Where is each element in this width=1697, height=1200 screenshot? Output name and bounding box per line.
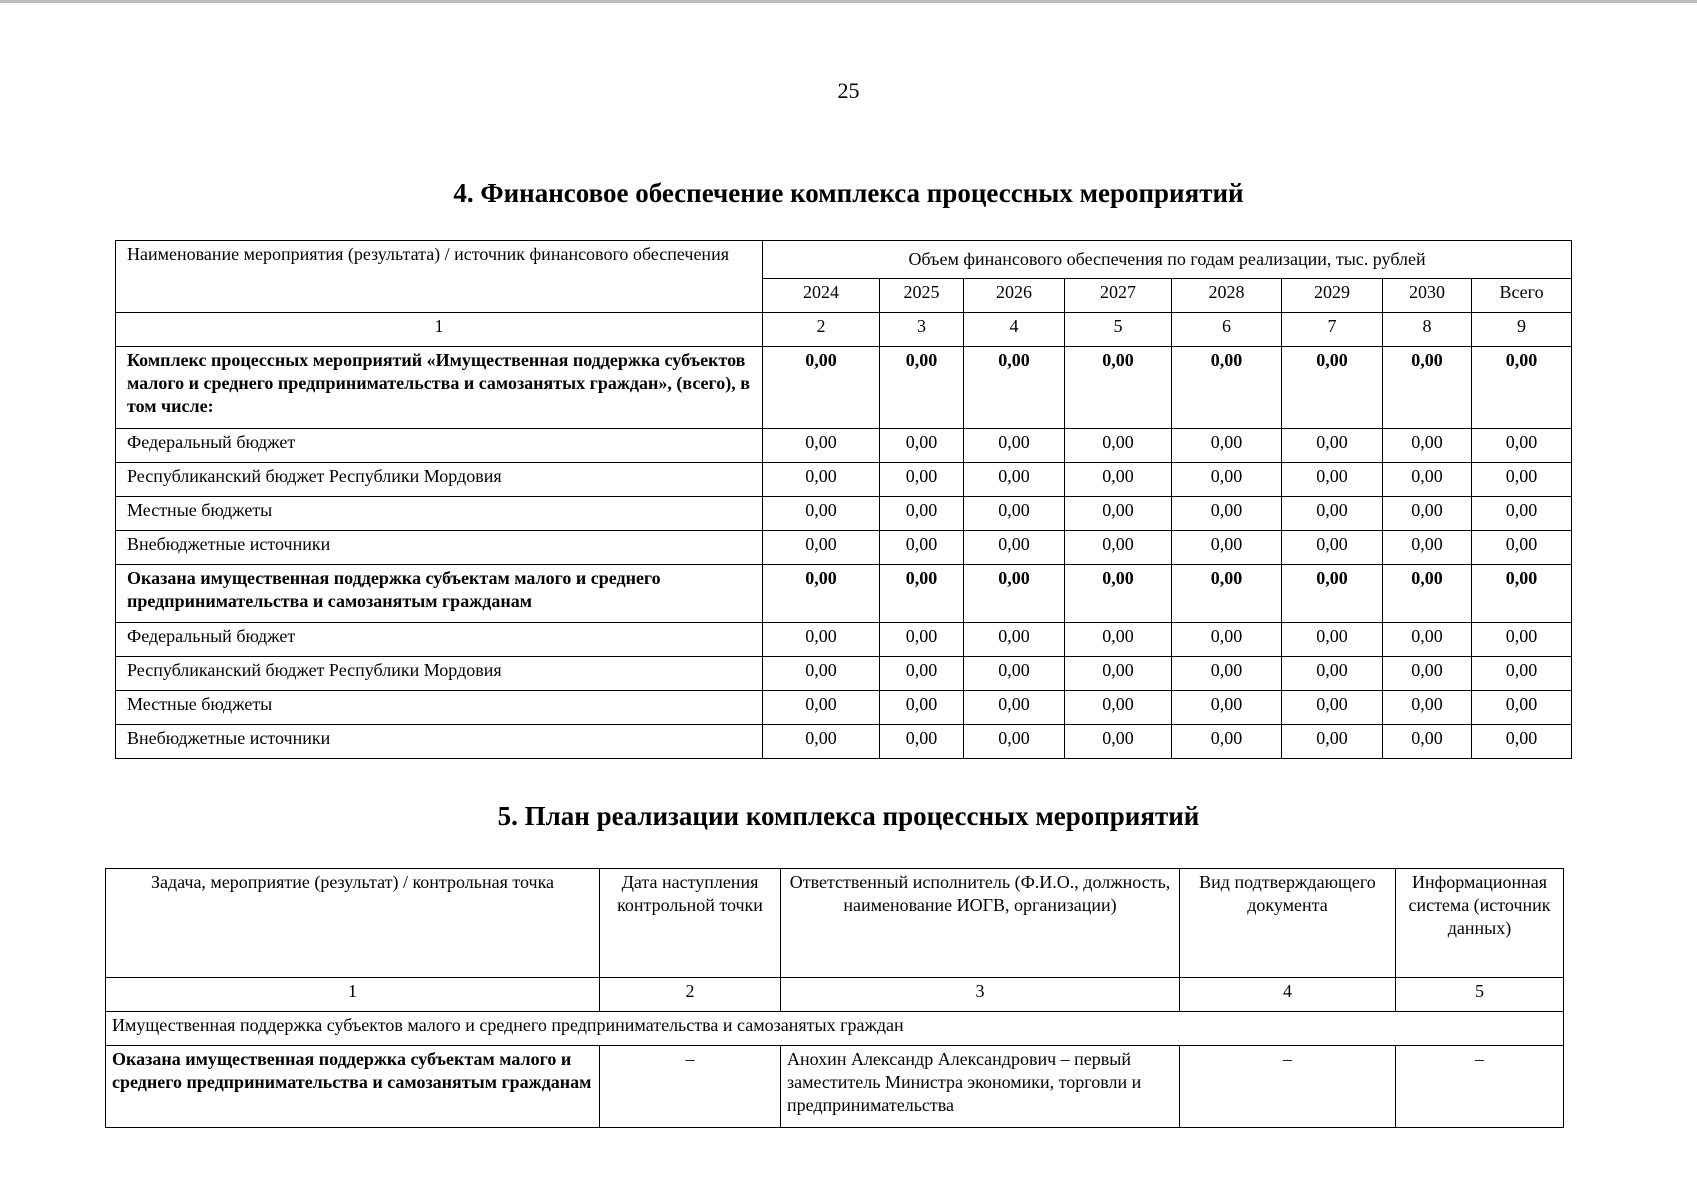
value-cell: 0,00 — [763, 657, 880, 691]
value-cell: 0,00 — [763, 725, 880, 759]
value-cell: 0,00 — [1282, 531, 1383, 565]
section4-title: 4. Финансовое обеспечение комплекса процессных мероприятий — [453, 178, 1244, 208]
row-name-cell: Внебюджетные источники — [116, 725, 763, 759]
value-cell: 0,00 — [1172, 691, 1282, 725]
row-name-cell: Федеральный бюджет — [116, 429, 763, 463]
table-row — [116, 463, 1572, 497]
value-cell: 0,00 — [763, 531, 880, 565]
value-cell: 0,00 — [1065, 497, 1172, 531]
value-cell: 0,00 — [1282, 691, 1383, 725]
table-row — [116, 623, 1572, 657]
value-cell: 0,00 — [1383, 657, 1472, 691]
value-cell: 0,00 — [880, 347, 964, 429]
plan-column-number-cell: 2 — [600, 978, 781, 1012]
result-date-cell: – — [600, 1046, 781, 1128]
table-row — [116, 691, 1572, 725]
value-cell: 0,00 — [1472, 565, 1572, 623]
value-cell: 0,00 — [1472, 531, 1572, 565]
value-cell: 0,00 — [1282, 725, 1383, 759]
value-cell: 0,00 — [880, 691, 964, 725]
value-cell: 0,00 — [880, 623, 964, 657]
value-cell: 0,00 — [1472, 725, 1572, 759]
value-cell: 0,00 — [1282, 429, 1383, 463]
value-cell: 0,00 — [964, 463, 1065, 497]
row-name-cell: Федеральный бюджет — [116, 623, 763, 657]
value-cell: 0,00 — [1383, 497, 1472, 531]
financing-table — [115, 240, 1572, 759]
value-cell: 0,00 — [1472, 623, 1572, 657]
row-name-cell: Комплекс процессных мероприятий «Имущественная поддержка субъектов малого и среднего предпринимательства и самозанятых граждан», (всего), в том числе: — [116, 347, 763, 429]
value-cell: 0,00 — [1172, 657, 1282, 691]
column-number-cell: 5 — [1065, 313, 1172, 347]
plan-header-cell: Ответственный исполнитель (Ф.И.О., должность, наименование ИОГВ, организации) — [781, 869, 1180, 978]
plan-header-cell: Информационная система (источник данных) — [1396, 869, 1564, 978]
header-volume-column: Объем финансового обеспечения по годам реализации, тыс. рублей — [763, 241, 1572, 279]
value-cell: 0,00 — [880, 463, 964, 497]
value-cell: 0,00 — [1065, 657, 1172, 691]
value-cell: 0,00 — [1472, 497, 1572, 531]
value-cell: 0,00 — [1172, 463, 1282, 497]
plan-header-cell: Задача, мероприятие (результат) / контрольная точка — [106, 869, 600, 978]
row-name-cell: Оказана имущественная поддержка субъектам малого и среднего предпринимательства и самозанятым гражданам — [116, 565, 763, 623]
header-year-cell: 2029 — [1282, 279, 1383, 313]
section5-title: 5. План реализации комплекса процессных мероприятий — [497, 801, 1200, 831]
value-cell: 0,00 — [1065, 691, 1172, 725]
column-number-cell: 2 — [763, 313, 880, 347]
result-document-cell: – — [1180, 1046, 1396, 1128]
value-cell: 0,00 — [1065, 347, 1172, 429]
row-name-cell: Республиканский бюджет Республики Мордовия — [116, 463, 763, 497]
header-name-column: Наименование мероприятия (результата) / источник финансового обеспечения — [116, 241, 763, 313]
value-cell: 0,00 — [1383, 347, 1472, 429]
value-cell: 0,00 — [1065, 429, 1172, 463]
value-cell: 0,00 — [1282, 497, 1383, 531]
value-cell: 0,00 — [1472, 691, 1572, 725]
row-name-cell: Республиканский бюджет Республики Мордовия — [116, 657, 763, 691]
value-cell: 0,00 — [1172, 623, 1282, 657]
value-cell: 0,00 — [763, 347, 880, 429]
value-cell: 0,00 — [1383, 691, 1472, 725]
value-cell: 0,00 — [964, 497, 1065, 531]
plan-header-cell: Дата наступления контрольной точки — [600, 869, 781, 978]
column-number-cell: 8 — [1383, 313, 1472, 347]
value-cell: 0,00 — [964, 429, 1065, 463]
result-executor-cell: Анохин Александр Александрович – первый заместитель Министра экономики, торговли и предпринимательства — [781, 1046, 1180, 1128]
value-cell: 0,00 — [964, 565, 1065, 623]
value-cell: 0,00 — [964, 347, 1065, 429]
column-number-cell: 1 — [116, 313, 763, 347]
value-cell: 0,00 — [880, 531, 964, 565]
row-name-cell: Местные бюджеты — [116, 691, 763, 725]
value-cell: 0,00 — [1172, 497, 1282, 531]
table-row — [116, 565, 1572, 623]
value-cell: 0,00 — [763, 463, 880, 497]
header-year-cell: 2025 — [880, 279, 964, 313]
column-number-cell: 7 — [1282, 313, 1383, 347]
value-cell: 0,00 — [763, 429, 880, 463]
value-cell: 0,00 — [1282, 623, 1383, 657]
value-cell: 0,00 — [1383, 623, 1472, 657]
value-cell: 0,00 — [880, 657, 964, 691]
table-row — [116, 657, 1572, 691]
header-year-cell: 2028 — [1172, 279, 1282, 313]
value-cell: 0,00 — [880, 497, 964, 531]
plan-column-number-cell: 5 — [1396, 978, 1564, 1012]
value-cell: 0,00 — [880, 429, 964, 463]
value-cell: 0,00 — [1282, 463, 1383, 497]
plan-header-cell: Вид подтверждающего документа — [1180, 869, 1396, 978]
plan-table — [105, 868, 1564, 1128]
value-cell: 0,00 — [880, 565, 964, 623]
value-cell: 0,00 — [1472, 347, 1572, 429]
value-cell: 0,00 — [1383, 429, 1472, 463]
result-system-cell: – — [1396, 1046, 1564, 1128]
row-name-cell: Внебюджетные источники — [116, 531, 763, 565]
page-number: 25 — [837, 78, 860, 103]
value-cell: 0,00 — [763, 623, 880, 657]
plan-column-number-cell: 1 — [106, 978, 600, 1012]
row-name-cell: Местные бюджеты — [116, 497, 763, 531]
header-year-cell: 2026 — [964, 279, 1065, 313]
value-cell: 0,00 — [1065, 565, 1172, 623]
value-cell: 0,00 — [964, 691, 1065, 725]
plan-column-number-cell: 3 — [781, 978, 1180, 1012]
column-number-cell: 6 — [1172, 313, 1282, 347]
value-cell: 0,00 — [1172, 531, 1282, 565]
value-cell: 0,00 — [1282, 657, 1383, 691]
column-number-cell: 3 — [880, 313, 964, 347]
table-row — [116, 429, 1572, 463]
value-cell: 0,00 — [1172, 725, 1282, 759]
header-year-cell: 2030 — [1383, 279, 1472, 313]
value-cell: 0,00 — [763, 497, 880, 531]
header-year-cell: 2027 — [1065, 279, 1172, 313]
column-number-cell: 9 — [1472, 313, 1572, 347]
value-cell: 0,00 — [1472, 429, 1572, 463]
scan-edge-line — [0, 0, 1697, 3]
value-cell: 0,00 — [1172, 429, 1282, 463]
value-cell: 0,00 — [1065, 725, 1172, 759]
value-cell: 0,00 — [1065, 623, 1172, 657]
value-cell: 0,00 — [880, 725, 964, 759]
value-cell: 0,00 — [1065, 531, 1172, 565]
value-cell: 0,00 — [1383, 531, 1472, 565]
value-cell: 0,00 — [1172, 565, 1282, 623]
value-cell: 0,00 — [1472, 463, 1572, 497]
value-cell: 0,00 — [763, 691, 880, 725]
header-year-cell: 2024 — [763, 279, 880, 313]
value-cell: 0,00 — [964, 531, 1065, 565]
value-cell: 0,00 — [1282, 565, 1383, 623]
table-row — [116, 531, 1572, 565]
value-cell: 0,00 — [1383, 725, 1472, 759]
value-cell: 0,00 — [1282, 347, 1383, 429]
task-row: Имущественная поддержка субъектов малого и среднего предпринимательства и самозанятых граждан — [106, 1012, 1564, 1046]
value-cell: 0,00 — [763, 565, 880, 623]
value-cell: 0,00 — [1172, 347, 1282, 429]
value-cell: 0,00 — [1065, 463, 1172, 497]
plan-column-number-cell: 4 — [1180, 978, 1396, 1012]
table-row — [116, 347, 1572, 429]
result-name-cell: Оказана имущественная поддержка субъектам малого и среднего предпринимательства и самозанятым гражданам — [106, 1046, 600, 1128]
value-cell: 0,00 — [1383, 565, 1472, 623]
value-cell: 0,00 — [1472, 657, 1572, 691]
value-cell: 0,00 — [964, 725, 1065, 759]
value-cell: 0,00 — [964, 657, 1065, 691]
column-number-cell: 4 — [964, 313, 1065, 347]
table-row — [116, 497, 1572, 531]
value-cell: 0,00 — [964, 623, 1065, 657]
header-year-cell: Всего — [1472, 279, 1572, 313]
table-row — [116, 725, 1572, 759]
value-cell: 0,00 — [1383, 463, 1472, 497]
